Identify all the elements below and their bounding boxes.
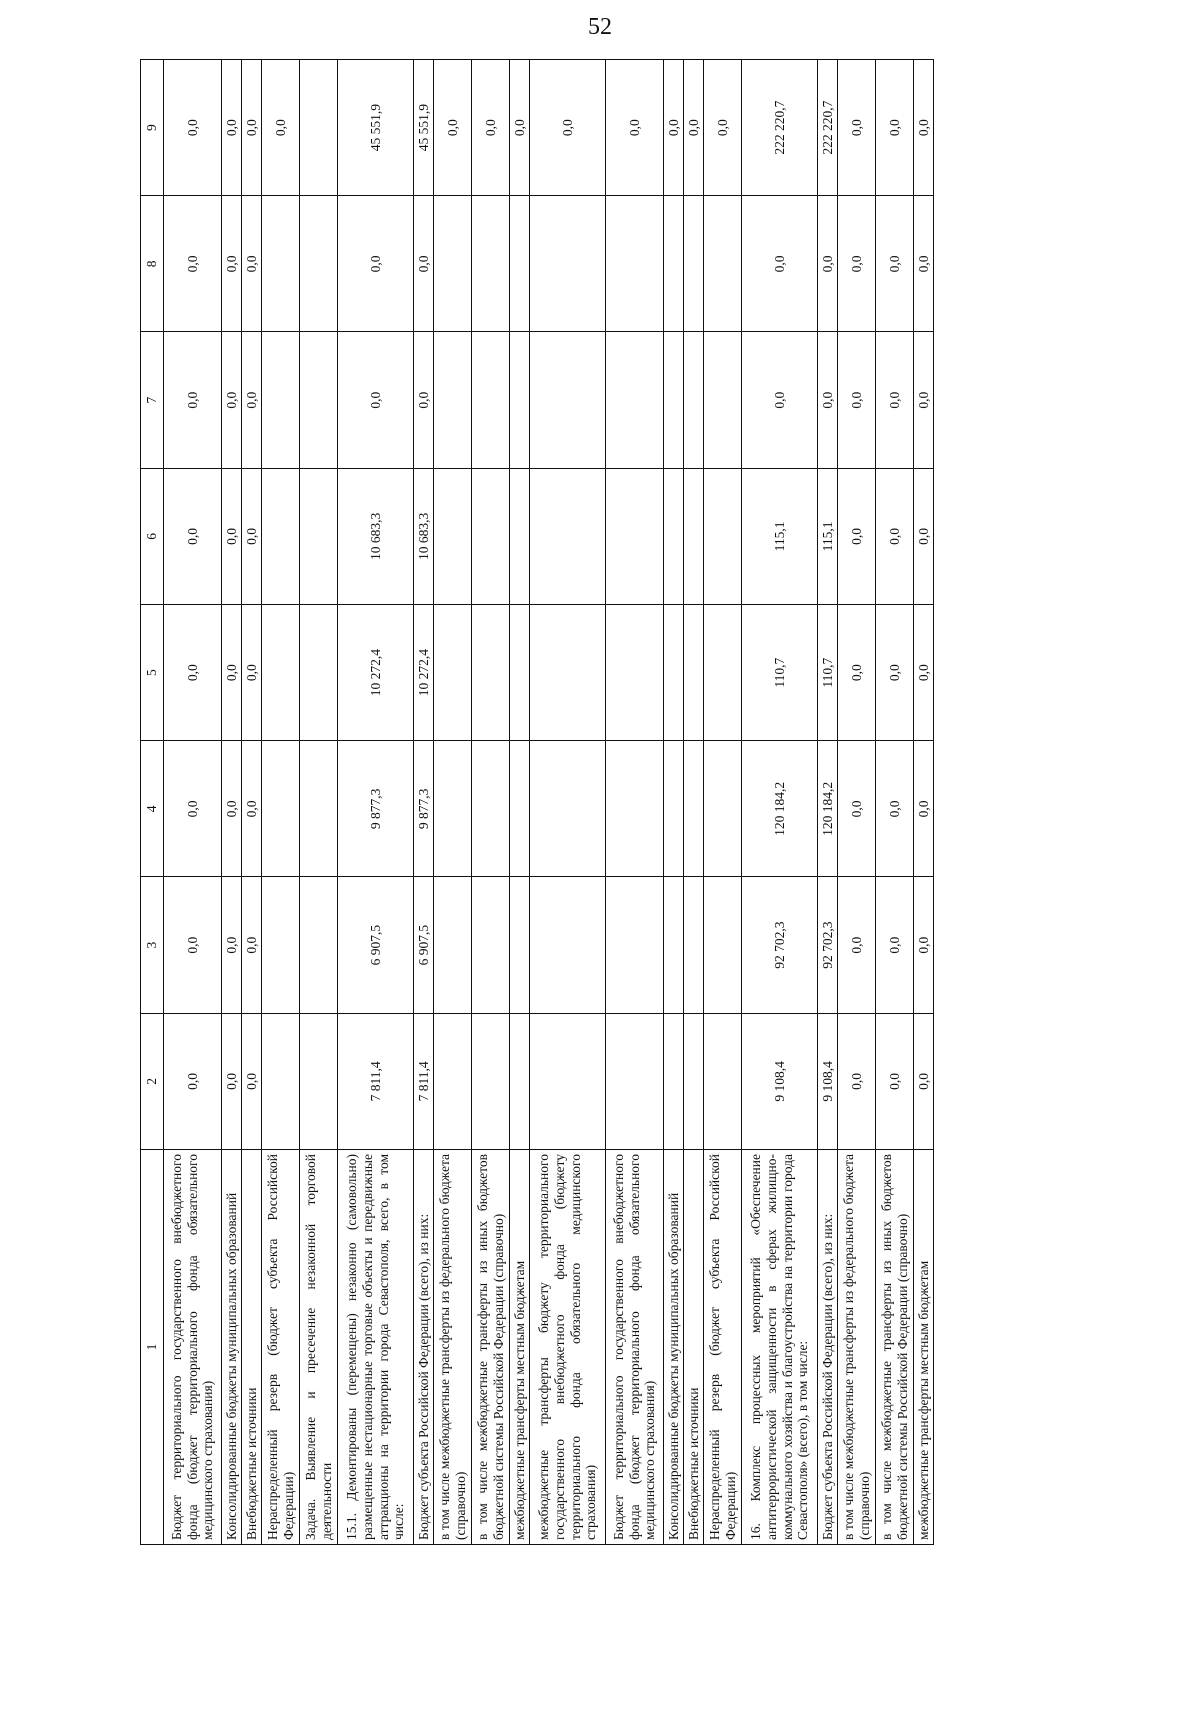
row-value-col-6: 0,0 (164, 468, 222, 604)
table-row (742, 60, 818, 1545)
table-row (434, 60, 472, 1545)
row-value-col-4: 120 184,2 (818, 741, 838, 877)
row-value-col-3: 0,0 (164, 877, 222, 1013)
row-value-col-3 (530, 877, 606, 1013)
row-label: межбюджетные трансферты местным бюджетам (510, 1150, 530, 1545)
row-value-col-4: 0,0 (838, 741, 876, 877)
row-value-col-9: 0,0 (242, 60, 262, 196)
row-value-col-9: 45 551,9 (338, 60, 414, 196)
row-label: Бюджет субъекта Российской Федерации (всего), из них: (818, 1150, 838, 1545)
row-value-col-9: 0,0 (838, 60, 876, 196)
row-value-col-5: 110,7 (742, 605, 818, 741)
row-label: в том числе межбюджетные трансферты из федерального бюджета (справочно) (838, 1150, 876, 1545)
row-value-col-7: 0,0 (338, 332, 414, 468)
row-value-col-3 (510, 877, 530, 1013)
row-label: 16. Комплекс процессных мероприятий «Обеспечение антитеррористической защищенности в сферах жилищно-коммунального хозяйства и благоустройства на территории города Севастополя» (всего), в том числе: (742, 1150, 818, 1545)
header-col-8: 8 (141, 196, 164, 332)
row-value-col-6 (664, 468, 684, 604)
row-value-col-4: 120 184,2 (742, 741, 818, 877)
header-col-9: 9 (141, 60, 164, 196)
row-value-col-7 (684, 332, 704, 468)
row-value-col-6 (704, 468, 742, 604)
table-row (664, 60, 684, 1545)
row-value-col-6: 115,1 (818, 468, 838, 604)
row-value-col-3 (704, 877, 742, 1013)
row-value-col-3: 0,0 (914, 877, 934, 1013)
row-value-col-3: 0,0 (242, 877, 262, 1013)
row-value-col-6: 10 683,3 (414, 468, 434, 604)
table-row (222, 60, 242, 1545)
row-value-col-2: 0,0 (838, 1013, 876, 1149)
table-body (164, 60, 934, 1545)
row-value-col-8: 0,0 (242, 196, 262, 332)
row-value-col-4 (434, 741, 472, 877)
row-value-col-8 (434, 196, 472, 332)
row-value-col-3: 6 907,5 (338, 877, 414, 1013)
row-value-col-8 (606, 196, 664, 332)
row-value-col-8: 0,0 (164, 196, 222, 332)
row-value-col-9: 0,0 (262, 60, 300, 196)
table-row (914, 60, 934, 1545)
row-label: в том числе межбюджетные трансферты из иных бюджетов бюджетной системы Российской Федерации (справочно) (876, 1150, 914, 1545)
table-row (684, 60, 704, 1545)
row-value-col-3: 92 702,3 (818, 877, 838, 1013)
row-value-col-4: 9 877,3 (338, 741, 414, 877)
row-value-col-2 (262, 1013, 300, 1149)
row-label: Задача. Выявление и пресечение незаконной торговой деятельности (300, 1150, 338, 1545)
row-value-col-5: 0,0 (164, 605, 222, 741)
row-value-col-2 (664, 1013, 684, 1149)
row-value-col-3 (434, 877, 472, 1013)
row-value-col-3: 6 907,5 (414, 877, 434, 1013)
row-value-col-7 (664, 332, 684, 468)
row-value-col-7 (262, 332, 300, 468)
row-value-col-2: 0,0 (914, 1013, 934, 1149)
table-row (704, 60, 742, 1545)
row-label: Внебюджетные источники (242, 1150, 262, 1545)
row-value-col-9: 222 220,7 (742, 60, 818, 196)
row-value-col-7 (300, 332, 338, 468)
row-value-col-8 (664, 196, 684, 332)
row-value-col-7: 0,0 (222, 332, 242, 468)
row-value-col-5: 0,0 (914, 605, 934, 741)
row-value-col-8 (262, 196, 300, 332)
row-value-col-9: 0,0 (164, 60, 222, 196)
row-value-col-9: 0,0 (530, 60, 606, 196)
header-col-5: 5 (141, 605, 164, 741)
table-row (838, 60, 876, 1545)
row-value-col-2: 9 108,4 (742, 1013, 818, 1149)
row-value-col-9: 0,0 (222, 60, 242, 196)
row-value-col-4 (530, 741, 606, 877)
header-col-4: 4 (141, 741, 164, 877)
row-value-col-3: 0,0 (838, 877, 876, 1013)
row-value-col-8 (684, 196, 704, 332)
row-value-col-4 (262, 741, 300, 877)
row-value-col-8: 0,0 (876, 196, 914, 332)
row-value-col-9: 45 551,9 (414, 60, 434, 196)
row-value-col-3 (684, 877, 704, 1013)
row-value-col-9: 0,0 (914, 60, 934, 196)
row-label: в том числе межбюджетные трансферты из иных бюджетов бюджетной системы Российской Федерации (справочно) (472, 1150, 510, 1545)
row-label: межбюджетные трансферты бюджету территориального государственного внебюджетного фонда (бюджету территориального фонда обязательного медицинского страхования) (530, 1150, 606, 1545)
row-value-col-9: 0,0 (704, 60, 742, 196)
row-value-col-7 (434, 332, 472, 468)
row-value-col-8: 0,0 (338, 196, 414, 332)
row-value-col-4: 9 877,3 (414, 741, 434, 877)
row-value-col-2 (472, 1013, 510, 1149)
row-value-col-8 (472, 196, 510, 332)
row-value-col-8: 0,0 (414, 196, 434, 332)
row-value-col-4 (704, 741, 742, 877)
row-label: Внебюджетные источники (684, 1150, 704, 1545)
row-value-col-7: 0,0 (164, 332, 222, 468)
row-value-col-4 (664, 741, 684, 877)
row-value-col-7 (606, 332, 664, 468)
table-row (164, 60, 222, 1545)
row-value-col-3 (664, 877, 684, 1013)
row-value-col-5 (606, 605, 664, 741)
row-value-col-7 (510, 332, 530, 468)
row-value-col-5 (684, 605, 704, 741)
row-value-col-8 (704, 196, 742, 332)
row-label: 15.1. Демонтированы (перемещены) незаконно (самовольно) размещенные нестационарные торговые объекты и передвижные аттракционы на территории города Севастополя, всего, в том числе: (338, 1150, 414, 1545)
row-value-col-6: 0,0 (242, 468, 262, 604)
row-value-col-6: 0,0 (914, 468, 934, 604)
row-value-col-9: 0,0 (472, 60, 510, 196)
row-value-col-9: 0,0 (510, 60, 530, 196)
row-label: межбюджетные трансферты местным бюджетам (914, 1150, 934, 1545)
row-value-col-8 (510, 196, 530, 332)
row-value-col-5 (472, 605, 510, 741)
row-value-col-8: 0,0 (742, 196, 818, 332)
table-row (818, 60, 838, 1545)
row-value-col-9: 0,0 (434, 60, 472, 196)
row-value-col-4: 0,0 (876, 741, 914, 877)
row-value-col-8: 0,0 (838, 196, 876, 332)
row-value-col-6 (510, 468, 530, 604)
header-col-1: 1 (141, 1150, 164, 1545)
table-header-row (141, 60, 164, 1545)
row-value-col-6 (530, 468, 606, 604)
row-value-col-3 (472, 877, 510, 1013)
row-value-col-2: 7 811,4 (414, 1013, 434, 1149)
row-value-col-8 (300, 196, 338, 332)
row-value-col-3: 0,0 (876, 877, 914, 1013)
header-col-3: 3 (141, 877, 164, 1013)
row-value-col-5 (434, 605, 472, 741)
row-value-col-2: 0,0 (876, 1013, 914, 1149)
row-value-col-4: 0,0 (914, 741, 934, 877)
row-value-col-9 (300, 60, 338, 196)
row-value-col-2 (606, 1013, 664, 1149)
table-row (606, 60, 664, 1545)
row-value-col-6 (300, 468, 338, 604)
row-value-col-5: 0,0 (876, 605, 914, 741)
row-value-col-8: 0,0 (222, 196, 242, 332)
row-value-col-9: 222 220,7 (818, 60, 838, 196)
row-value-col-4 (684, 741, 704, 877)
row-label: Бюджет субъекта Российской Федерации (всего), из них: (414, 1150, 434, 1545)
row-value-col-7: 0,0 (414, 332, 434, 468)
row-value-col-7: 0,0 (242, 332, 262, 468)
row-value-col-6 (606, 468, 664, 604)
row-value-col-2: 0,0 (222, 1013, 242, 1149)
row-value-col-2: 7 811,4 (338, 1013, 414, 1149)
table-row (510, 60, 530, 1545)
table-row (242, 60, 262, 1545)
row-value-col-4 (606, 741, 664, 877)
row-value-col-9: 0,0 (664, 60, 684, 196)
table-row (472, 60, 510, 1545)
row-value-col-6 (684, 468, 704, 604)
row-value-col-3 (262, 877, 300, 1013)
row-value-col-4: 0,0 (164, 741, 222, 877)
row-value-col-9: 0,0 (876, 60, 914, 196)
budget-table (140, 59, 934, 1545)
page-number: 52 (588, 14, 612, 40)
row-label: в том числе межбюджетные трансферты из федерального бюджета (справочно) (434, 1150, 472, 1545)
header-col-6: 6 (141, 468, 164, 604)
row-label: Нераспределенный резерв (бюджет субъекта Российской Федерации) (704, 1150, 742, 1545)
row-value-col-2: 0,0 (164, 1013, 222, 1149)
row-value-col-4: 0,0 (242, 741, 262, 877)
row-value-col-5 (300, 605, 338, 741)
row-value-col-2 (510, 1013, 530, 1149)
row-label: Нераспределенный резерв (бюджет субъекта Российской Федерации) (262, 1150, 300, 1545)
header-col-2: 2 (141, 1013, 164, 1149)
row-value-col-5 (530, 605, 606, 741)
row-value-col-5 (510, 605, 530, 741)
row-value-col-5 (664, 605, 684, 741)
row-value-col-3: 0,0 (222, 877, 242, 1013)
row-value-col-9: 0,0 (606, 60, 664, 196)
row-value-col-2: 0,0 (242, 1013, 262, 1149)
row-value-col-5: 10 272,4 (338, 605, 414, 741)
table-row (262, 60, 300, 1545)
row-value-col-2 (684, 1013, 704, 1149)
row-label: Бюджет территориального государственного внебюджетного фонда (бюджет территориального фонда обязательного медицинского страхования) (606, 1150, 664, 1545)
row-value-col-7 (472, 332, 510, 468)
row-value-col-5 (262, 605, 300, 741)
row-value-col-6: 115,1 (742, 468, 818, 604)
row-value-col-5: 0,0 (242, 605, 262, 741)
row-label: Бюджет территориального государственного внебюджетного фонда (бюджет территориального фонда обязательного медицинского страхования) (164, 1150, 222, 1545)
row-value-col-7 (530, 332, 606, 468)
row-value-col-6: 0,0 (838, 468, 876, 604)
table-row (876, 60, 914, 1545)
row-label: Консолидированные бюджеты муниципальных образований (664, 1150, 684, 1545)
row-value-col-2 (434, 1013, 472, 1149)
row-label: Консолидированные бюджеты муниципальных образований (222, 1150, 242, 1545)
row-value-col-6: 10 683,3 (338, 468, 414, 604)
row-value-col-5 (704, 605, 742, 741)
row-value-col-7: 0,0 (876, 332, 914, 468)
row-value-col-5: 0,0 (838, 605, 876, 741)
row-value-col-4 (510, 741, 530, 877)
row-value-col-7: 0,0 (838, 332, 876, 468)
row-value-col-4: 0,0 (222, 741, 242, 877)
row-value-col-2: 9 108,4 (818, 1013, 838, 1149)
row-value-col-5: 110,7 (818, 605, 838, 741)
row-value-col-2 (530, 1013, 606, 1149)
header-col-7: 7 (141, 332, 164, 468)
row-value-col-3 (300, 877, 338, 1013)
table-row (338, 60, 414, 1545)
row-value-col-6 (262, 468, 300, 604)
row-value-col-8: 0,0 (818, 196, 838, 332)
table-row (530, 60, 606, 1545)
row-value-col-2 (300, 1013, 338, 1149)
row-value-col-7 (704, 332, 742, 468)
row-value-col-9: 0,0 (684, 60, 704, 196)
row-value-col-6: 0,0 (876, 468, 914, 604)
row-value-col-7: 0,0 (818, 332, 838, 468)
row-value-col-5: 0,0 (222, 605, 242, 741)
budget-table-container (140, 60, 1045, 1545)
row-value-col-3 (606, 877, 664, 1013)
table-row (300, 60, 338, 1545)
row-value-col-4 (300, 741, 338, 877)
row-value-col-6: 0,0 (222, 468, 242, 604)
row-value-col-8 (530, 196, 606, 332)
row-value-col-6 (472, 468, 510, 604)
row-value-col-6 (434, 468, 472, 604)
row-value-col-5: 10 272,4 (414, 605, 434, 741)
row-value-col-7: 0,0 (914, 332, 934, 468)
row-value-col-4 (472, 741, 510, 877)
row-value-col-2 (704, 1013, 742, 1149)
row-value-col-8: 0,0 (914, 196, 934, 332)
row-value-col-7: 0,0 (742, 332, 818, 468)
row-value-col-3: 92 702,3 (742, 877, 818, 1013)
table-row (414, 60, 434, 1545)
